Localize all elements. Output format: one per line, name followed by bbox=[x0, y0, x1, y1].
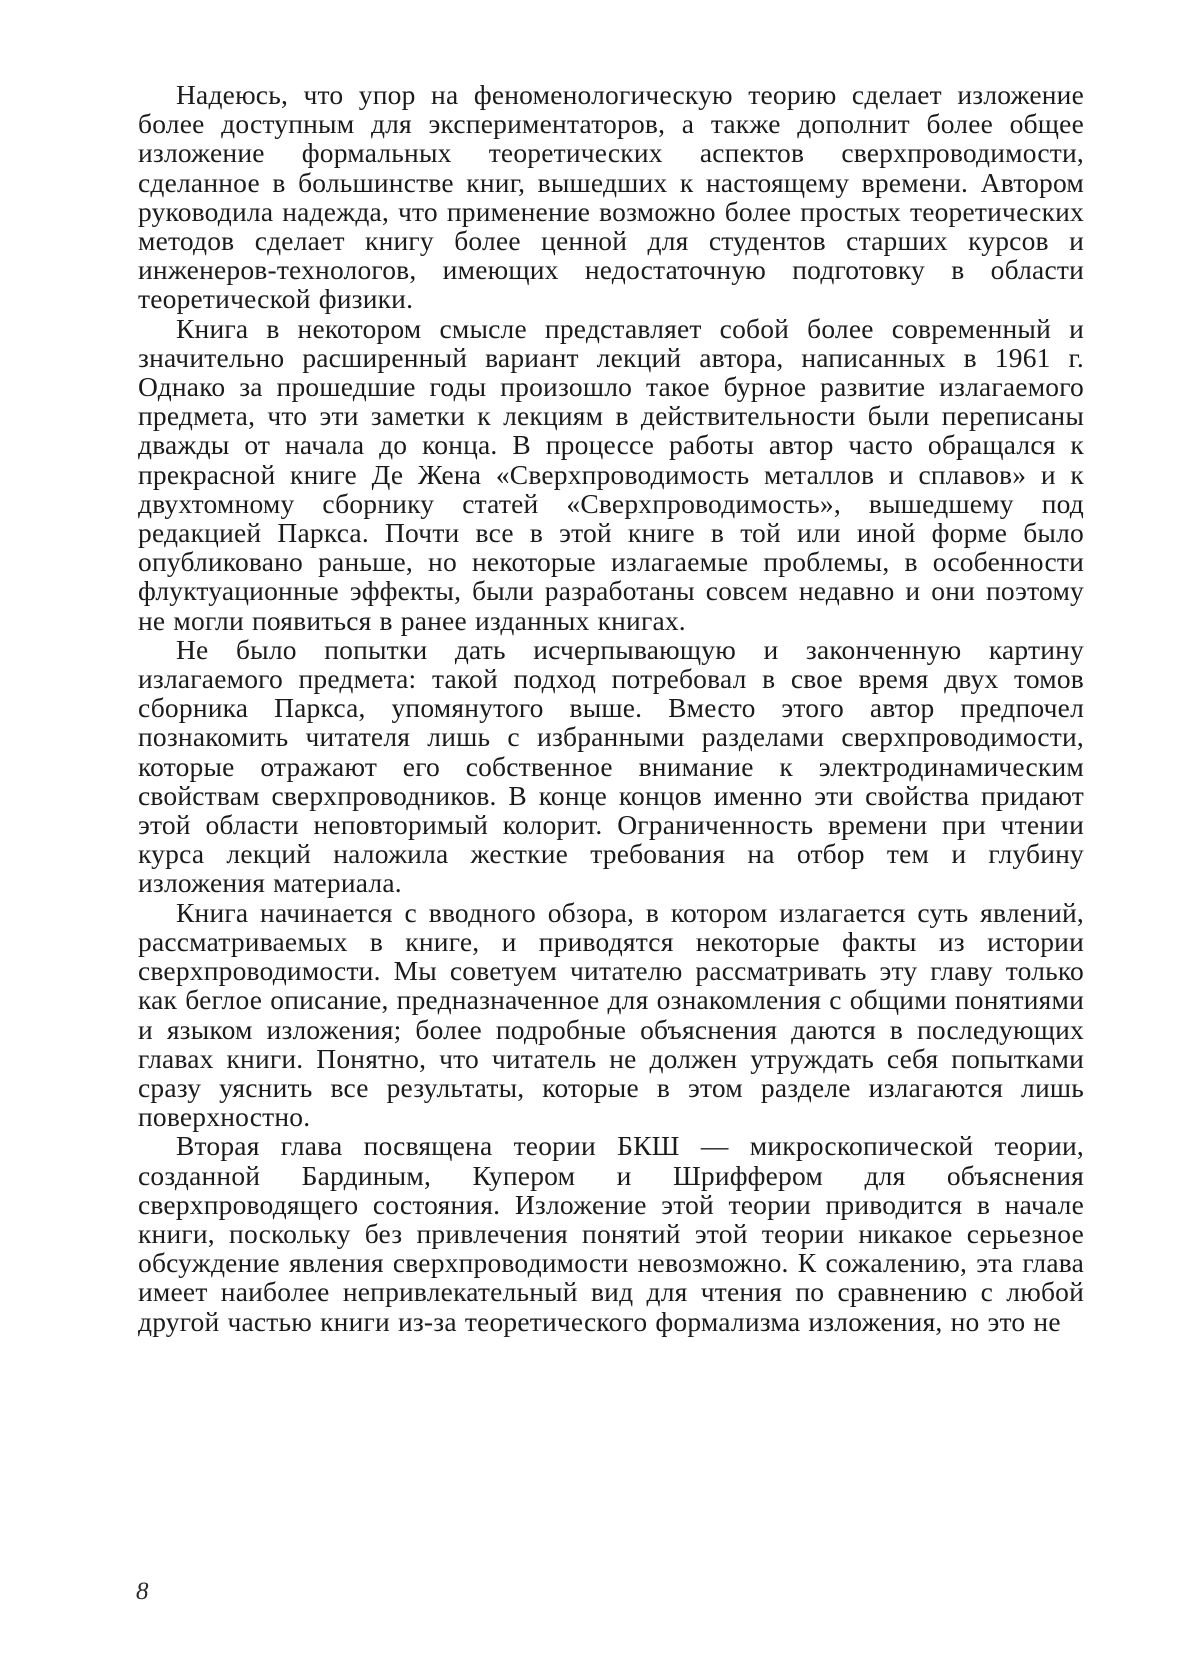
paragraph-3: Не было попытки дать исчерпывающую и законченную картину излагаемого предмета: такой подход потребовал в свое время двух томов сборника Паркса, упомянутого выше. Вместо этого автор предпочел познакомить читателя лишь с избранными разделами сверхпроводимости, которые отражают его собственное внимание к электродинамическим свойствам сверхпроводников. В конце концов именно эти свойства придают этой области неповторимый колорит. Ограниченность времени при чтении курса лекций наложила жесткие требования на отбор тем и глубину изложения материала. bbox=[138, 633, 1084, 899]
paragraph-1: Надеюсь, что упор на феноменологическую теорию сделает изложение более доступным для экспериментаторов, а также дополнит более общее изложение формальных теоретических аспектов сверхпроводимости, сделанное в большинстве книг, вышедших к настоящему времени. Автором руководила надежда, что применение возможно более простых теоретических методов сделает книгу более ценной для студентов старших курсов и инженеров-технологов, имеющих недостаточную подготовку в области теоретической физики. bbox=[138, 79, 1084, 315]
body-text bbox=[138, 80, 1084, 1336]
paragraph-5: Вторая глава посвящена теории БКШ — микроскопической теории, созданной Бардиным, Купером и Шриффером для объяснения сверхпроводящего состояния. Изложение этой теории приводится в начале книги, поскольку без привлечения понятий этой теории никакое серьезное обсуждение явления сверхпроводимости невозможно. К сожалению, эта глава имеет наиболее непривлекательный вид для чтения по сравнению с любой другой частью книги из-за теоретического формализма изложения, но это не bbox=[138, 1130, 1084, 1337]
page-number: 8 bbox=[136, 1578, 149, 1605]
paragraph-2: Книга в некотором смысле представляет собой более современный и значительно расширенный вариант лекций автора, написанных в 1961 г. Однако за прошедшие годы произошло такое бурное развитие излагаемого предмета, что эти заметки к лекциям в действительности были переписаны дважды от начала до конца. В процессе работы автор часто обращался к прекрасной книге Де Жена «Сверхпроводимость металлов и сплавов» и к двухтомному сборнику статей «Сверхпроводимость», вышедшему под редакцией Паркса. Почти все в этой книге в той или иной форме было опубликовано раньше, но некоторые излагаемые проблемы, в особенности флуктуационные эффекты, были разработаны совсем недавно и они поэтому не могли появиться в ранее изданных книгах. bbox=[138, 312, 1084, 636]
paragraph-4: Книга начинается с вводного обзора, в котором излагается суть явлений, рассматриваемых в книге, и приводятся некоторые факты из истории сверхпроводимости. Мы советуем читателю рассматривать эту главу только как беглое описание, предназначенное для ознакомления с общими понятиями и языком изложения; более подробные объяснения даются в последующих главах книги. Понятно, что читатель не должен утруждать себя попытками сразу уяснить все результаты, которые в этом разделе излагаются лишь поверхностно. bbox=[138, 896, 1084, 1133]
